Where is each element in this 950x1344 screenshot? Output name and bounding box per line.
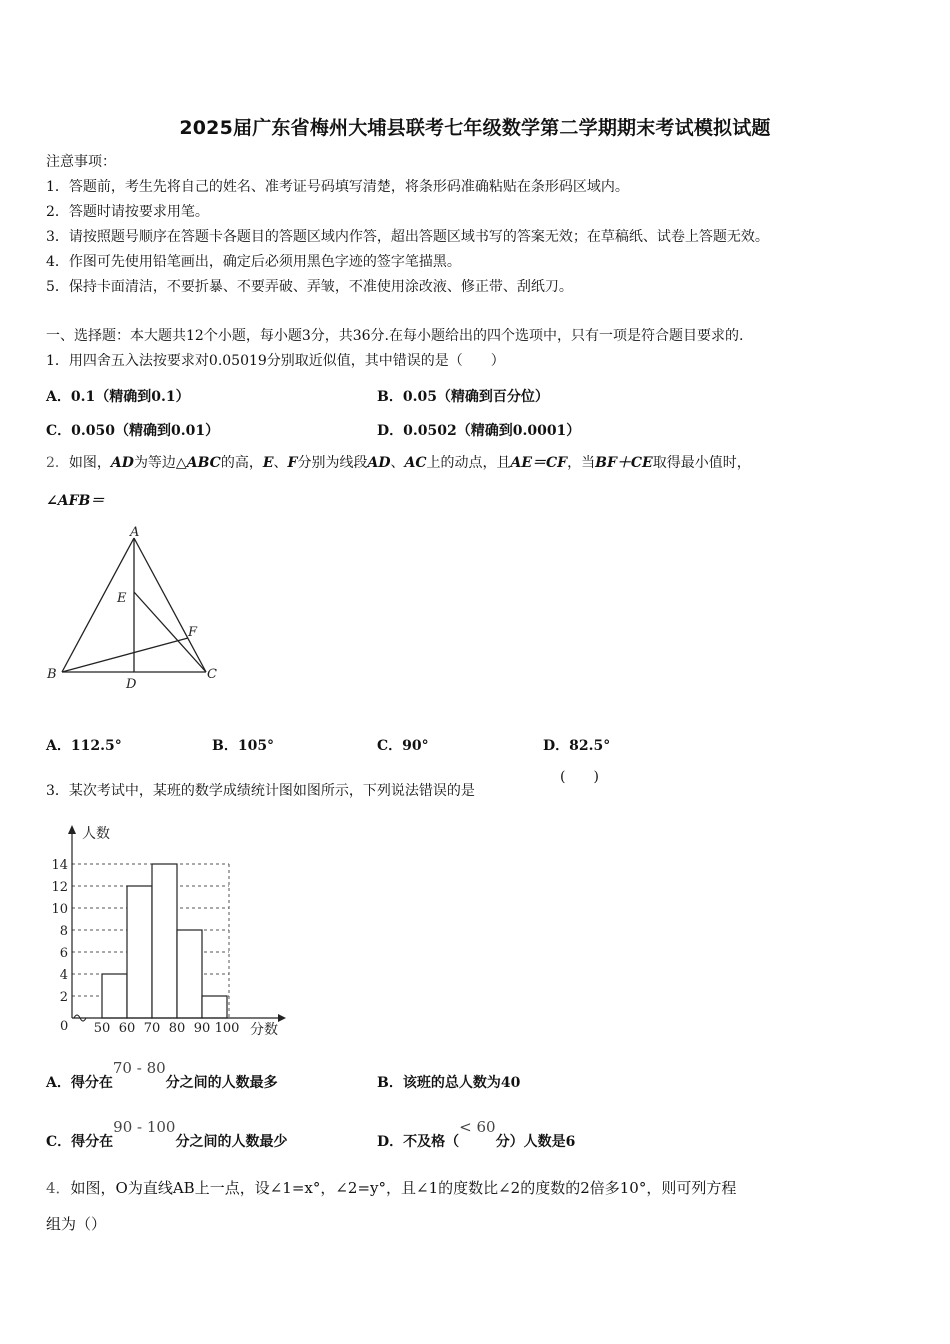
x-tick-label: 80 [168,1021,186,1036]
label-c: C [207,667,217,682]
q2-seg-ad: AD [367,455,391,471]
q2-seg-ad: AD [110,455,134,471]
q1-option-a: A．0.1（精确到0.1） [46,389,190,405]
notice-heading: 注意事项： [46,154,116,170]
q4-stem-line2: 组为（） [46,1215,107,1233]
label-d: D [126,677,137,692]
bar-70-80 [152,864,177,1018]
q2-number: 2． [46,455,69,471]
q3-stem: 3．某次考试中，某班的数学成绩统计图如图所示，下列说法错误的是 [46,783,475,799]
x-axis-arrow [278,1014,286,1022]
x-tick-label: 100 [214,1021,240,1036]
q2-point-f: F [287,455,298,471]
q3-option-b: B．该班的总人数为40 [377,1075,521,1091]
notice-item-3: 3．请按照题号顺序在答题卡各题目的答题区域内作答，超出答题区域书写的答案无效；在草稿纸、试卷上答题无效。 [46,229,769,245]
q2-stem-line2: ∠AFB＝ [46,493,105,509]
q3-option-a [46,1059,278,1092]
q4-text: 如图，O为直线AB上一点，设∠1=x°，∠2=y°，且∠1的度数比∠2的度数的2倍多10°，则可列方程 [70,1179,737,1197]
label-a: A [130,525,140,540]
x-tick-label: 60 [118,1021,136,1036]
q3-paren: ( ) [560,769,599,785]
q3-a-range: 70 - 80 [112,1059,166,1077]
q3-d-prefix: D．不及格（ [377,1134,460,1150]
q3-c-suffix: 分之间的人数最少 [175,1134,288,1150]
q2-condition: AE＝CF [510,455,568,471]
y-tick-label: 14 [51,858,68,873]
x-axis-label: 分数 [250,1022,278,1038]
edge-ac [134,538,206,672]
notice-item-2: 2．答题时请按要求用笔。 [46,204,209,220]
bar-90-100 [202,996,227,1018]
q2-seg-ac: AC [404,455,427,471]
notice-item-4: 4．作图可先使用铅笔画出，确定后必须用黑色字迹的签字笔描黑。 [46,254,461,270]
bar-50-60 [102,974,127,1018]
q2-text: 上的动点，且 [426,455,511,471]
q2-expression: BF＋CE [595,455,653,471]
label-f: F [188,625,198,640]
x-tick-label: 50 [93,1021,111,1036]
bar-60-70 [127,886,152,1018]
origin-label: 0 [60,1019,69,1034]
q1-stem: 1．用四舍五入法按要求对0.05019分别取近似值，其中错误的是（ ） [46,353,505,369]
q2-text: 、 [273,455,288,471]
y-tick-label: 6 [59,946,68,961]
section-heading: 一、选择题：本大题共12个小题，每小题3分，共36分.在每小题给出的四个选项中，只有一项是符合题目要求的. [46,328,744,344]
x-tick-label: 90 [193,1021,211,1036]
q2-text: 的高， [220,455,263,471]
y-tick-label: 2 [59,990,68,1005]
q2-option-a: A．112.5° [46,738,122,754]
notice-item-1: 1．答题前，考生先将自己的姓名、准考证号码填写清楚，将条形码准确粘贴在条形码区域内。 [46,179,629,195]
q2-stem [46,454,751,472]
y-axis-label: 人数 [82,826,110,842]
y-axis-arrow [68,825,76,834]
label-e: E [117,591,127,606]
q2-text: 如图， [68,455,111,471]
q4-stem [46,1179,736,1197]
q3-c-prefix: C．得分在 [46,1134,114,1150]
q2-option-c: C．90° [377,738,429,754]
y-tick-label: 8 [59,924,68,939]
q1-option-d: D．0.0502（精确到0.0001） [377,423,581,439]
q2-triangle-figure [40,520,240,695]
bar-80-90 [177,930,202,1018]
histogram-bars [102,864,227,1018]
q3-histogram [40,820,300,1045]
q2-text: 为等边△ [133,455,187,471]
x-tick-label: 70 [143,1021,161,1036]
q1-option-c: C．0.050（精确到0.01） [46,423,220,439]
label-b: B [47,667,57,682]
notice-item-5: 5．保持卡面清洁，不要折暴、不要弄破、弄皱，不准使用涂改液、修正带、刮纸刀。 [46,279,573,295]
y-tick-label: 12 [51,880,68,895]
q2-text: 取得最小值时， [652,455,751,471]
segment-bf [62,638,188,672]
y-tick-label: 10 [51,902,68,917]
q3-option-c [46,1118,288,1151]
q2-text: 分别为线段 [297,455,368,471]
q2-text: ，当 [567,455,596,471]
y-tick-label: 4 [59,968,68,983]
q3-d-range: < 60 [459,1118,496,1136]
q3-a-prefix: A．得分在 [46,1075,113,1091]
q2-point-e: E [262,455,274,471]
q2-triangle-abc: ABC [186,455,221,471]
q3-a-suffix: 分之间的人数最多 [165,1075,278,1091]
q1-option-b: B．0.05（精确到百分位） [377,389,549,405]
q3-c-range: 90 - 100 [113,1118,176,1136]
q2-text: 、 [390,455,405,471]
q2-option-d: D．82.5° [543,738,611,754]
q2-option-b: B．105° [212,738,275,754]
q3-option-d [377,1118,576,1151]
page-title: 2025届广东省梅州大埔县联考七年级数学第二学期期末考试模拟试题 [179,117,771,139]
q4-number: 4． [46,1179,71,1197]
q3-d-suffix: 分）人数是6 [495,1134,576,1150]
